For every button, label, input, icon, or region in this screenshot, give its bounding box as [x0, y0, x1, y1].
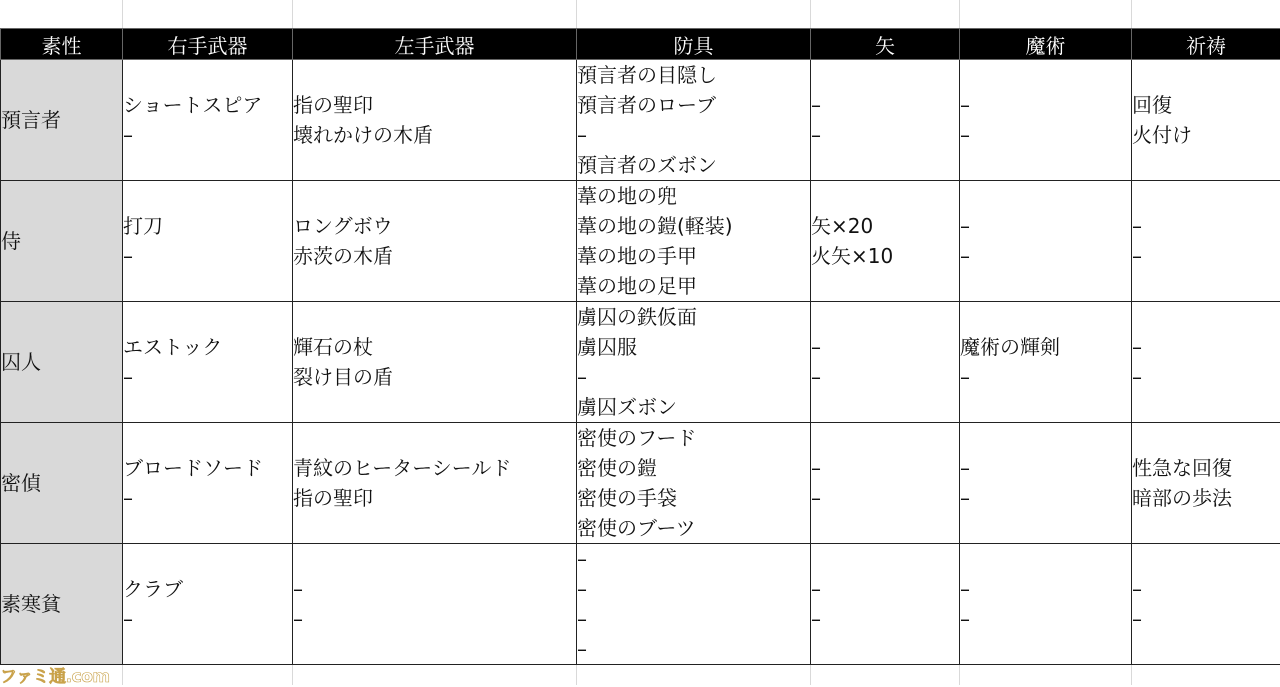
cell-line: –: [960, 211, 1131, 241]
cell-line: エストック: [123, 332, 292, 362]
cell-line: –: [960, 241, 1131, 271]
cell-line: –: [960, 90, 1131, 120]
left-weapon-cell: [293, 302, 577, 423]
cell-line: –: [960, 483, 1131, 513]
cell-line: 密使の手袋: [577, 483, 810, 513]
header-incantation: 祈祷: [1132, 29, 1280, 60]
armor-cell: [577, 181, 811, 302]
cell-line: –: [123, 362, 292, 392]
cell-line: 回復: [1132, 90, 1280, 120]
cell-line: 虜囚ズボン: [577, 392, 810, 422]
cell-line: –: [1132, 362, 1280, 392]
right-weapon-cell: [123, 60, 293, 181]
class-name-cell: 密偵: [1, 423, 123, 544]
right-weapon-cell: [123, 423, 293, 544]
cell-line: 虜囚の鉄仮面: [577, 302, 810, 332]
cell-line: 裂け目の盾: [293, 362, 576, 392]
arrows-cell: [811, 423, 960, 544]
cell-line: –: [123, 241, 292, 271]
cell-line: 性急な回復: [1132, 453, 1280, 483]
cell-line: –: [577, 634, 810, 664]
incantation-cell: [1132, 302, 1280, 423]
cell-line: –: [123, 120, 292, 150]
watermark-logo: ファミ通.com: [0, 662, 110, 687]
right-weapon-cell: [123, 302, 293, 423]
cell-line: –: [577, 574, 810, 604]
cell-line: 指の聖印: [293, 483, 576, 513]
cell-line: 預言者のローブ: [577, 90, 810, 120]
cell-line: –: [1132, 241, 1280, 271]
cell-line: –: [123, 604, 292, 634]
armor-cell: [577, 423, 811, 544]
cell-line: 暗部の歩法: [1132, 483, 1280, 513]
left-weapon-cell: [293, 181, 577, 302]
header-row: [1, 29, 1280, 60]
class-name-cell: 素寒貧: [1, 544, 123, 665]
incantation-cell: [1132, 544, 1280, 665]
left-weapon-cell: [293, 544, 577, 665]
cell-line: ショートスピア: [123, 90, 292, 120]
armor-cell: [577, 302, 811, 423]
starting-class-table: [0, 28, 1280, 665]
left-weapon-cell: [293, 60, 577, 181]
cell-line: –: [577, 120, 810, 150]
cell-line: 青紋のヒーターシールド: [293, 453, 576, 483]
table-row: [1, 423, 1280, 544]
cell-line: クラブ: [123, 574, 292, 604]
cell-line: –: [293, 604, 576, 634]
sorcery-cell: [960, 544, 1132, 665]
cell-line: –: [811, 604, 959, 634]
cell-line: –: [1132, 332, 1280, 362]
cell-line: 虜囚服: [577, 332, 810, 362]
header-left-weapon: 左手武器: [293, 29, 577, 60]
sorcery-cell: [960, 423, 1132, 544]
cell-line: 葦の地の足甲: [577, 271, 810, 301]
cell-line: –: [577, 604, 810, 634]
cell-line: 密使の鎧: [577, 453, 810, 483]
class-name-cell: 侍: [1, 181, 123, 302]
class-name-cell: 預言者: [1, 60, 123, 181]
cell-line: 打刀: [123, 211, 292, 241]
cell-line: 魔術の輝剣: [960, 332, 1131, 362]
sorcery-cell: [960, 302, 1132, 423]
cell-line: 赤茨の木盾: [293, 241, 576, 271]
right-weapon-cell: [123, 181, 293, 302]
cell-line: –: [811, 120, 959, 150]
cell-line: –: [811, 332, 959, 362]
class-name-cell: 囚人: [1, 302, 123, 423]
header-arrows: 矢: [811, 29, 960, 60]
cell-line: –: [123, 483, 292, 513]
cell-line: 指の聖印: [293, 90, 576, 120]
header-class: 素性: [1, 29, 123, 60]
cell-line: –: [811, 90, 959, 120]
incantation-cell: [1132, 423, 1280, 544]
cell-line: ロングボウ: [293, 211, 576, 241]
cell-line: –: [811, 362, 959, 392]
cell-line: 火付け: [1132, 120, 1280, 150]
header-armor: 防具: [577, 29, 811, 60]
cell-line: –: [960, 120, 1131, 150]
arrows-cell: [811, 60, 960, 181]
armor-cell: [577, 544, 811, 665]
cell-line: 預言者のズボン: [577, 150, 810, 180]
cell-line: 葦の地の手甲: [577, 241, 810, 271]
table-row: [1, 302, 1280, 423]
cell-line: 壊れかけの木盾: [293, 120, 576, 150]
header-right-weapon: 右手武器: [123, 29, 293, 60]
cell-line: –: [1132, 211, 1280, 241]
arrows-cell: [811, 302, 960, 423]
cell-line: –: [960, 453, 1131, 483]
cell-line: 輝石の杖: [293, 332, 576, 362]
sorcery-cell: [960, 181, 1132, 302]
cell-line: –: [960, 604, 1131, 634]
table-row: [1, 181, 1280, 302]
cell-line: 葦の地の兜: [577, 181, 810, 211]
cell-line: –: [577, 362, 810, 392]
cell-line: 密使のフード: [577, 423, 810, 453]
incantation-cell: [1132, 181, 1280, 302]
cell-line: –: [811, 574, 959, 604]
incantation-cell: [1132, 60, 1280, 181]
armor-cell: [577, 60, 811, 181]
right-weapon-cell: [123, 544, 293, 665]
cell-line: –: [811, 483, 959, 513]
cell-line: 密使のブーツ: [577, 513, 810, 543]
arrows-cell: [811, 181, 960, 302]
left-weapon-cell: [293, 423, 577, 544]
cell-line: –: [1132, 574, 1280, 604]
cell-line: 葦の地の鎧(軽装): [577, 211, 810, 241]
cell-line: ブロードソード: [123, 453, 292, 483]
cell-line: 火矢×10: [811, 241, 959, 271]
header-sorcery: 魔術: [960, 29, 1132, 60]
cell-line: –: [577, 544, 810, 574]
cell-line: –: [1132, 604, 1280, 634]
table-row: [1, 60, 1280, 181]
arrows-cell: [811, 544, 960, 665]
cell-line: –: [960, 574, 1131, 604]
cell-line: 矢×20: [811, 211, 959, 241]
cell-line: –: [811, 453, 959, 483]
cell-line: 預言者の目隠し: [577, 60, 810, 90]
cell-line: –: [293, 574, 576, 604]
cell-line: –: [960, 362, 1131, 392]
table-row: [1, 544, 1280, 665]
sorcery-cell: [960, 60, 1132, 181]
